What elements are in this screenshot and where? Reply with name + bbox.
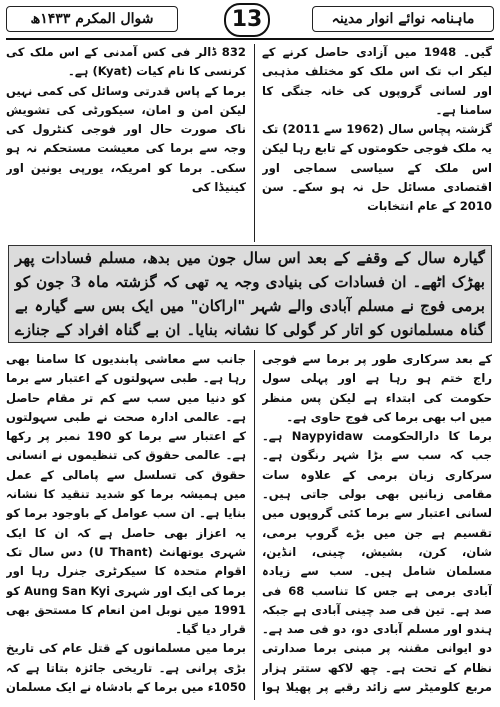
page-header <box>0 0 500 40</box>
page-number: 13 <box>224 3 270 37</box>
column-divider <box>254 350 255 700</box>
article-column-left-bottom <box>6 350 246 700</box>
paragraph: گزشتہ پچاس سال (1962 سے 2011) تک یہ ملک فوجی حکومتوں کے تابع رہا لیکن اس ملک کے سیاسی سماجی اور اقتصادی مسائل حل نہ ہو سکے۔ سن 2010 کے عام انتخابات <box>262 122 492 214</box>
paragraph: گیں۔ 1948 میں آزادی حاصل کرنے کے لیکر اب تک اس ملک کو مختلف مذہبی اور لسانی گروپوں کی خانہ جنگی کا سامنا ہے۔ <box>262 45 492 117</box>
paragraph: 832 ڈالر فی کس آمدنی کے اس ملک کی کرنسی کا نام کیات (Kyat) ہے۔ <box>6 45 246 79</box>
magazine-title: ماہنامہ نوائے انوار مدینہ <box>312 6 494 32</box>
paragraph: کے بعد سرکاری طور پر برما سے فوجی راج ختم ہو رہا ہے اور پہلی سول حکومت کی ابتداء ہے لیکن پس منظر میں اب بھی برما کی فوج حاوی ہے۔ <box>262 352 492 424</box>
paragraph: برما کا دارالحکومت Naypyidaw ہے۔ جب کہ سب سے بڑا شہر رنگون ہے۔ سرکاری زبان برمی کے علاوہ سات مقامی زبانیں بھی بولی جاتی ہیں۔ لسانی اعتبار سے برما کئی گروپوں میں تقسیم ہے جن میں بڑے گروپ برمی، شان، کرن، بشیش، چینی، انڈین، مسلمان شامل ہیں۔ سب سے زیادہ آبادی برمی ہے جس کا تناسب 68 فی صد ہے۔ تین فی صد چینی آبادی ہے جبکہ ہندو اور مسلم آبادی دو، دو فی صد ہے۔ دو ایوانی مقننہ پر مبنی برما صدارتی نظام کے تحت ہے۔ چھ لاکھ ستتر ہزار مربع کلومیٹر سے زائد رقبے پر پھیلا ہوا <box>262 429 492 695</box>
highlight-box: گیارہ سال کے وقفے کے بعد اس سال جون میں بدھ، مسلم فسادات پھر بھڑک اٹھے۔ ان فسادات کی بنیادی وجہ یہ تھی کہ گزشتہ ماہ 3 جون کو برمی فوج نے مسلم آبادی والے شہر "اراکان" میں ایک بس سے گیارہ بے گناہ مسلمانوں کو اتار کر گولی کا نشانہ بنایا۔ ان بے گناہ افراد کے جنازے <box>8 245 492 343</box>
article-column-left-top <box>6 43 246 243</box>
paragraph: برما میں مسلمانوں کے قتل عام کی تاریخ بڑی پرانی ہے۔ تاریخی جائزہ بتاتا ہے کہ 1050ء میں برما کے بادشاہ نے ایک مسلمان <box>6 641 246 695</box>
column-divider <box>254 44 255 242</box>
paragraph: برما کے پاس قدرتی وسائل کی کمی نہیں لیکن امن و امان، سیکورٹی کی تشویش ناک صورت حال اور فوجی کنٹرول کی وجہ سے برما کی معیشت مستحکم نہ ہو سکی۔ برما کو امریکہ، یورپی یونین اور کینیڈا کی <box>6 83 246 195</box>
header-rule <box>6 38 494 40</box>
issue-date: شوال المکرم ۱۴۳۳ھ <box>6 6 178 32</box>
article-column-right-bottom <box>262 350 492 700</box>
article-column-right-top <box>262 43 492 243</box>
paragraph: جانب سے معاشی پابندیوں کا سامنا بھی رہا ہے۔ طبی سہولتوں کے اعتبار سے برما کو دنیا میں سب سے کم تر مقام حاصل ہے۔ عالمی ادارہ صحت نے طبی سہولتوں کے اعتبار سے برما کو 190 نمبر پر رکھا ہے۔ عالمی حقوق کی تنظیموں نے انسانی حقوق کی تسلسل سے پامالی کے عمل میں ہمیشہ برما کو شدید تنقید کا نشانہ بنایا ہے۔ ان سب عوامل کے باوجود برما کو یہ اعزاز بھی حاصل ہے کہ ان کا ایک شہری یوتھانٹ (U Thant) دس سال تک اقوام متحدہ کا سیکرٹری جنرل رہا اور برما کی ایک اور شہری Aung San Kyi کو 1991 میں نوبل امن انعام کا مستحق بھی قرار دیا گیا۔ <box>6 352 246 637</box>
